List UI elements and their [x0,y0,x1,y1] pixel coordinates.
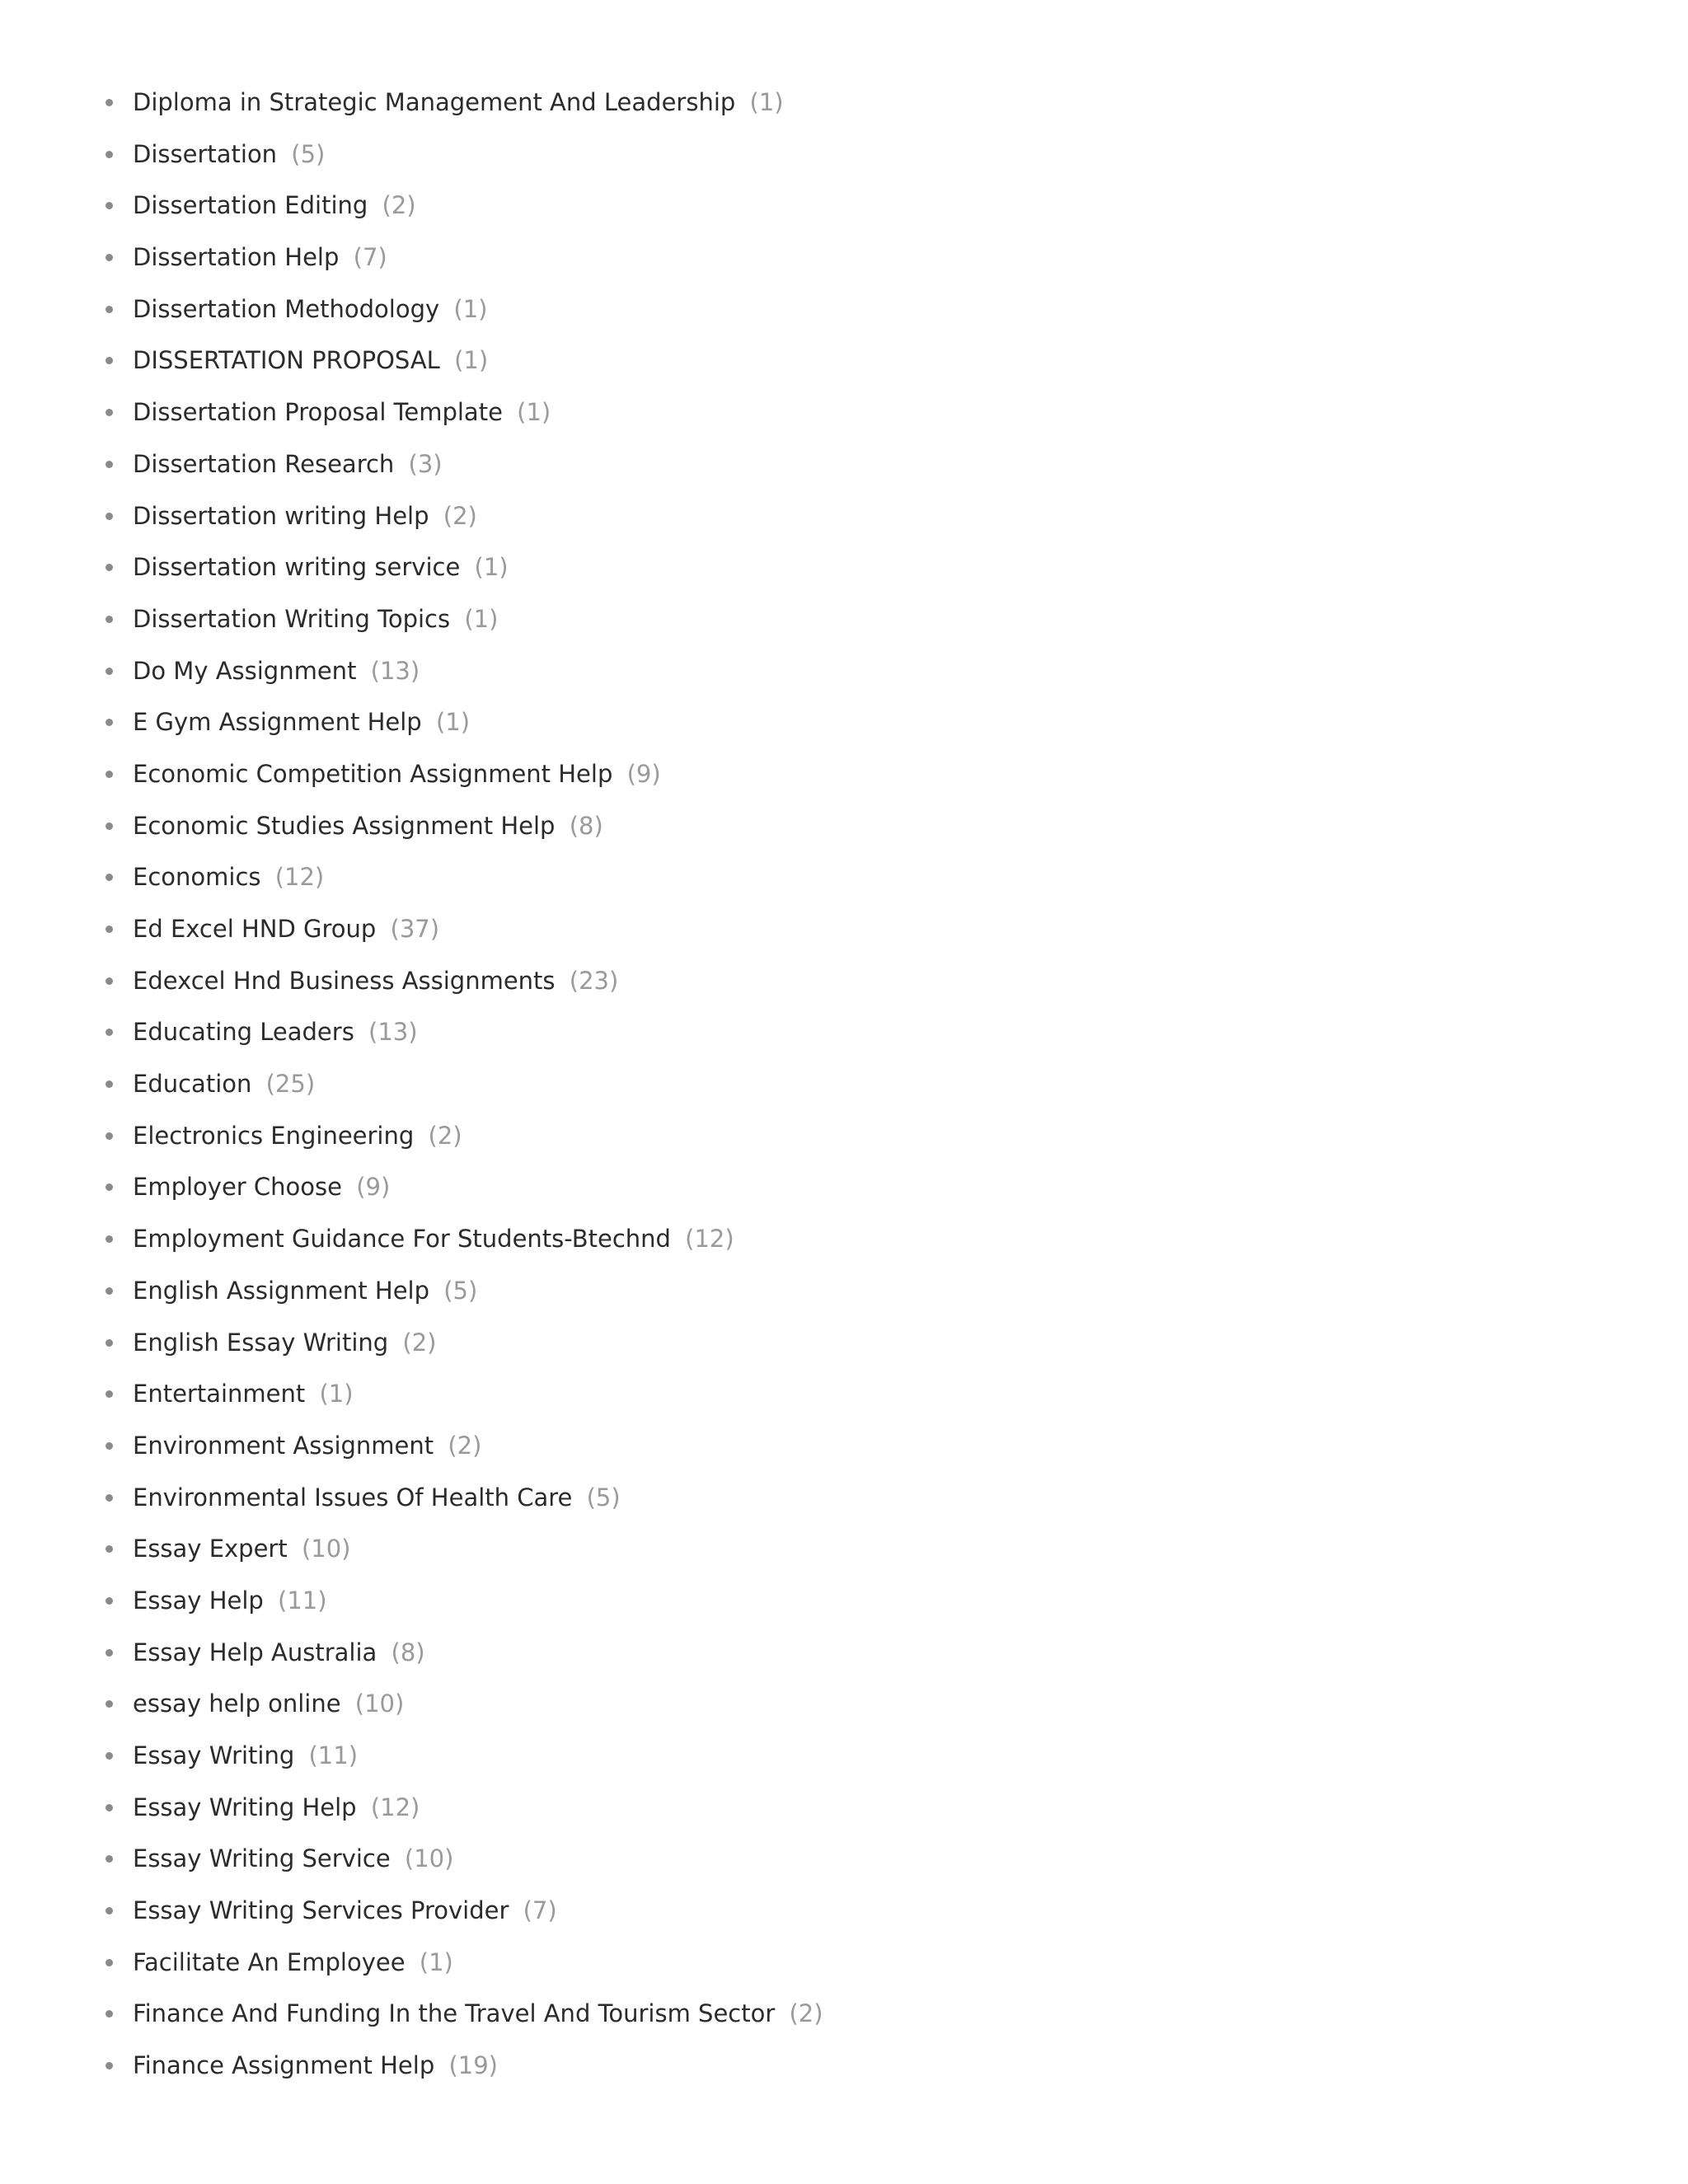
category-item [106,1685,823,1736]
category-link[interactable]: Economics [133,863,261,892]
category-count: (1) [517,398,551,427]
category-item [106,135,823,187]
category-link[interactable]: Essay Expert [133,1535,288,1563]
category-link[interactable]: Dissertation writing service [133,553,461,582]
category-item [106,497,823,549]
category-item [106,83,823,135]
category-count: (10) [301,1535,351,1563]
category-link[interactable]: Environment Assignment [133,1431,434,1460]
category-link[interactable]: Finance Assignment Help [133,2051,435,2080]
bullet-icon [106,1959,113,1966]
category-item [106,1375,823,1427]
category-count: (23) [569,966,619,995]
category-link[interactable]: Dissertation Research [133,449,395,478]
bullet-icon [106,2062,113,2069]
category-item [106,1994,823,2046]
category-count: (2) [428,1121,462,1150]
category-item [106,1324,823,1376]
category-item [106,1272,823,1324]
category-count: (2) [448,1431,482,1460]
bullet-icon [106,2010,113,2018]
category-item [106,910,823,962]
category-item [106,1117,823,1169]
category-item [106,755,823,807]
category-link[interactable]: Finance And Funding In the Travel And Tourism Sector [133,1999,776,2028]
bullet-icon [106,1029,113,1036]
bullet-icon [106,1545,113,1553]
category-count: (10) [354,1690,405,1718]
category-link[interactable]: Dissertation writing Help [133,501,429,530]
bullet-icon [106,1183,113,1191]
bullet-icon [106,306,113,313]
category-link[interactable]: DISSERTATION PROPOSAL [133,346,440,375]
category-link[interactable]: Diploma in Strategic Management And Leadership [133,88,736,116]
bullet-icon [106,719,113,726]
category-link[interactable]: Dissertation Writing Topics [133,604,451,633]
category-count: (1) [319,1380,354,1408]
category-count: (1) [453,294,488,323]
bullet-icon [106,357,113,364]
category-item [106,1427,823,1479]
category-count: (19) [448,2051,498,2080]
category-item [106,1891,823,1943]
category-link[interactable]: Ed Excel HND Group [133,915,377,943]
bullet-icon [106,1752,113,1760]
category-link[interactable]: Educating Leaders [133,1018,354,1047]
category-item [106,962,823,1014]
bullet-icon [106,616,113,623]
bullet-icon [106,1287,113,1295]
category-count: (5) [586,1483,621,1511]
bullet-icon [106,823,113,830]
category-item [106,445,823,497]
bullet-icon [106,461,113,468]
category-link[interactable]: Do My Assignment [133,656,357,685]
bullet-icon [106,926,113,933]
bullet-icon [106,1390,113,1398]
category-item [106,1168,823,1220]
category-link[interactable]: Dissertation Editing [133,191,368,220]
category-count: (2) [443,501,477,530]
bullet-icon [106,1855,113,1863]
category-item [106,1065,823,1117]
bullet-icon [106,874,113,881]
category-link[interactable]: Essay Help [133,1586,264,1615]
bullet-icon [106,1339,113,1347]
category-item [106,393,823,445]
category-item [106,341,823,393]
category-count: (2) [789,1999,823,2028]
bullet-icon [106,771,113,778]
bullet-icon [106,1804,113,1811]
category-count: (1) [464,604,499,633]
bullet-icon [106,254,113,261]
category-item [106,1943,823,1995]
category-count: (5) [443,1276,478,1305]
category-count: (13) [368,1018,418,1047]
category-link[interactable]: Economic Competition Assignment Help [133,759,613,788]
category-link[interactable]: Essay Writing Help [133,1793,357,1821]
category-count: (5) [291,139,326,168]
bullet-icon [106,1597,113,1605]
category-list [106,83,823,2098]
category-count: (1) [435,708,471,737]
bullet-icon [106,1132,113,1140]
category-item [106,1736,823,1788]
bullet-icon [106,1442,113,1450]
category-item [106,600,823,652]
bullet-icon [106,409,113,416]
category-link[interactable]: Edexcel Hnd Business Assignments [133,966,556,995]
category-item [106,1013,823,1065]
category-count: (2) [382,191,416,220]
category-link[interactable]: Dissertation Proposal Template [133,398,503,427]
category-count: (1) [749,88,784,116]
category-count: (7) [523,1896,557,1925]
category-link[interactable]: English Essay Writing [133,1328,389,1357]
bullet-icon [106,151,113,158]
category-item [106,186,823,238]
category-count: (13) [370,656,420,685]
category-count: (7) [353,243,387,272]
category-item [106,1479,823,1530]
category-count: (10) [404,1844,454,1873]
bullet-icon [106,1907,113,1915]
bullet-icon [106,202,113,209]
category-link[interactable]: Education [133,1070,252,1099]
category-item [106,858,823,910]
category-item [106,548,823,600]
category-item [106,2046,823,2098]
bullet-icon [106,513,113,520]
category-link[interactable]: essay help online [133,1690,341,1718]
bullet-icon [106,977,113,985]
category-count: (37) [390,915,440,943]
category-link[interactable]: Essay Writing Service [133,1844,391,1873]
category-link[interactable]: Dissertation [133,139,278,168]
category-item [106,238,823,290]
category-link[interactable]: Employer Choose [133,1173,342,1202]
category-count: (12) [685,1225,734,1254]
category-count: (9) [626,759,661,788]
category-count: (9) [356,1173,391,1202]
bullet-icon [106,1494,113,1502]
category-item [106,1788,823,1840]
category-link[interactable]: English Assignment Help [133,1276,430,1305]
category-count: (8) [391,1638,425,1666]
category-item [106,1220,823,1272]
category-link[interactable]: Dissertation Methodology [133,294,440,323]
category-link[interactable]: Electronics Engineering [133,1121,415,1150]
bullet-icon [106,1700,113,1708]
category-item [106,1633,823,1685]
bullet-icon [106,1649,113,1657]
bullet-icon [106,668,113,675]
category-count: (2) [402,1328,437,1357]
category-count: (11) [278,1586,327,1615]
category-link[interactable]: Entertainment [133,1380,306,1408]
category-count: (3) [408,449,443,478]
category-item [106,1530,823,1582]
category-item [106,1840,823,1891]
category-item [106,652,823,704]
category-link[interactable]: Economic Studies Assignment Help [133,811,556,840]
bullet-icon [106,1235,113,1243]
category-link[interactable]: E Gym Assignment Help [133,708,422,737]
category-count: (12) [370,1793,420,1821]
category-count: (8) [569,811,603,840]
category-item [106,807,823,859]
category-item [106,1582,823,1633]
category-link[interactable]: Essay Help Australia [133,1638,377,1666]
category-link[interactable]: Dissertation Help [133,243,340,272]
category-count: (1) [474,553,509,582]
category-count: (1) [419,1947,453,1976]
bullet-icon [106,1080,113,1088]
category-link[interactable]: Environmental Issues Of Health Care [133,1483,573,1511]
bullet-icon [106,564,113,571]
category-item [106,290,823,342]
category-count: (25) [265,1070,316,1099]
bullet-icon [106,99,113,106]
category-link[interactable]: Facilitate An Employee [133,1947,406,1976]
category-link[interactable]: Employment Guidance For Students-Btechnd [133,1225,671,1254]
category-link[interactable]: Essay Writing [133,1741,295,1769]
category-link[interactable]: Essay Writing Services Provider [133,1896,509,1925]
category-count: (11) [308,1741,359,1769]
category-count: (12) [274,863,325,892]
category-item [106,703,823,755]
category-count: (1) [454,346,489,375]
